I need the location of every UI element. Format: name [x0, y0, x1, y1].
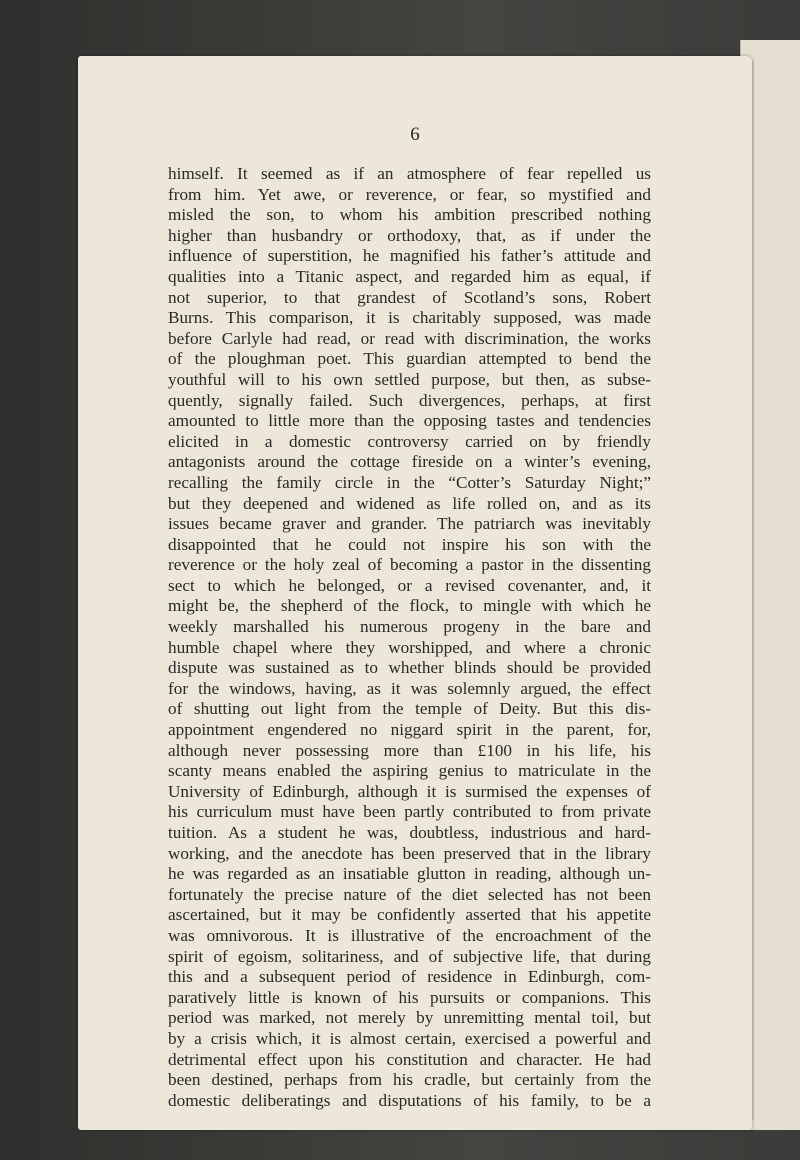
page-body-text	[168, 164, 651, 1111]
text-line: this and a subsequent period of residence in Edinburgh, com-	[168, 967, 651, 987]
text-line: for the windows, having, as it was solemnly argued, the effect	[168, 678, 651, 698]
text-line: scanty means enabled the aspiring genius to matriculate in the	[168, 761, 651, 781]
text-line: tuition. As a student he was, doubtless, industrious and hard-	[168, 823, 651, 842]
text-line: elicited in a domestic controversy carried on by friendly	[168, 431, 651, 451]
book-page	[78, 56, 752, 1130]
text-line: Burns. This comparison, it is charitably supposed, was made	[168, 308, 651, 328]
text-line: was omnivorous. It is illustrative of the encroachment of the	[168, 925, 651, 945]
text-line: weekly marshalled his numerous progeny in the bare and	[168, 617, 651, 637]
text-line: University of Edinburgh, although it is surmised the expenses of	[168, 781, 651, 801]
text-line: humble chapel where they worshipped, and where a chronic	[168, 637, 651, 657]
text-line: been destined, perhaps from his cradle, but certainly from the	[168, 1070, 651, 1090]
text-line: working, and the anecdote has been preserved that in the library	[168, 843, 651, 863]
text-line: he was regarded as an insatiable glutton in reading, although un-	[168, 864, 651, 884]
text-line: detrimental effect upon his constitution and character. He had	[168, 1049, 651, 1069]
text-line: spirit of egoism, solitariness, and of subjective life, that during	[168, 946, 651, 966]
text-line: misled the son, to whom his ambition prescribed nothing	[168, 205, 651, 225]
text-line: domestic deliberatings and disputations of his family, to be a	[168, 1090, 651, 1110]
text-line: of the ploughman poet. This guardian attempted to bend the	[168, 349, 651, 369]
text-line: antagonists around the cottage fireside on a winter’s evening,	[168, 452, 651, 472]
text-line: disappointed that he could not inspire his son with the	[168, 534, 651, 554]
text-line: sect to which he belonged, or a revised covenanter, and, it	[168, 575, 651, 595]
text-line: ascertained, but it may be confidently asserted that his appetite	[168, 905, 651, 925]
text-line: youthful will to his own settled purpose, but then, as subse-	[168, 369, 651, 389]
text-line: before Carlyle had read, or read with discrimination, the works	[168, 328, 651, 348]
text-line: qualities into a Titanic aspect, and regarded him as equal, if	[168, 266, 651, 286]
text-line: paratively little is known of his pursuits or companions. This	[168, 987, 651, 1007]
text-line: influence of superstition, he magnified his father’s attitude and	[168, 246, 651, 266]
text-line: from him. Yet awe, or reverence, or fear, so mystified and	[168, 184, 651, 204]
text-line: by a crisis which, it is almost certain, exercised a powerful and	[168, 1028, 651, 1048]
text-line: amounted to little more than the opposing tastes and tendencies	[168, 411, 651, 431]
text-line: quently, signally failed. Such divergences, perhaps, at first	[168, 390, 651, 410]
text-line: issues became graver and grander. The patriarch was inevitably	[168, 514, 651, 534]
text-line: his curriculum must have been partly contributed to from private	[168, 802, 651, 822]
page-number: 6	[410, 124, 420, 145]
text-line: but they deepened and widened as life rolled on, and as its	[168, 493, 651, 513]
text-line: reverence or the holy zeal of becoming a pastor in the dissenting	[168, 555, 651, 575]
text-line: higher than husbandry or orthodoxy, that, as if under the	[168, 225, 651, 245]
text-line: himself. It seemed as if an atmosphere of fear repelled us	[168, 164, 651, 183]
text-line: dispute was sustained as to whether blinds should be provided	[168, 658, 651, 678]
text-line: fortunately the precise nature of the diet selected has not been	[168, 884, 651, 904]
text-line: appointment engendered no niggard spirit in the parent, for,	[168, 720, 651, 740]
adjacent-page-fold	[752, 60, 754, 1120]
text-line: might be, the shepherd of the flock, to mingle with which he	[168, 596, 651, 616]
text-line: not superior, to that grandest of Scotland’s sons, Robert	[168, 287, 651, 307]
text-line: recalling the family circle in the “Cotter’s Saturday Night;”	[168, 472, 651, 492]
text-line: of shutting out light from the temple of Deity. But this dis-	[168, 699, 651, 719]
text-line: period was marked, not merely by unremitting mental toil, but	[168, 1008, 651, 1028]
text-line: although never possessing more than £100 in his life, his	[168, 740, 651, 760]
